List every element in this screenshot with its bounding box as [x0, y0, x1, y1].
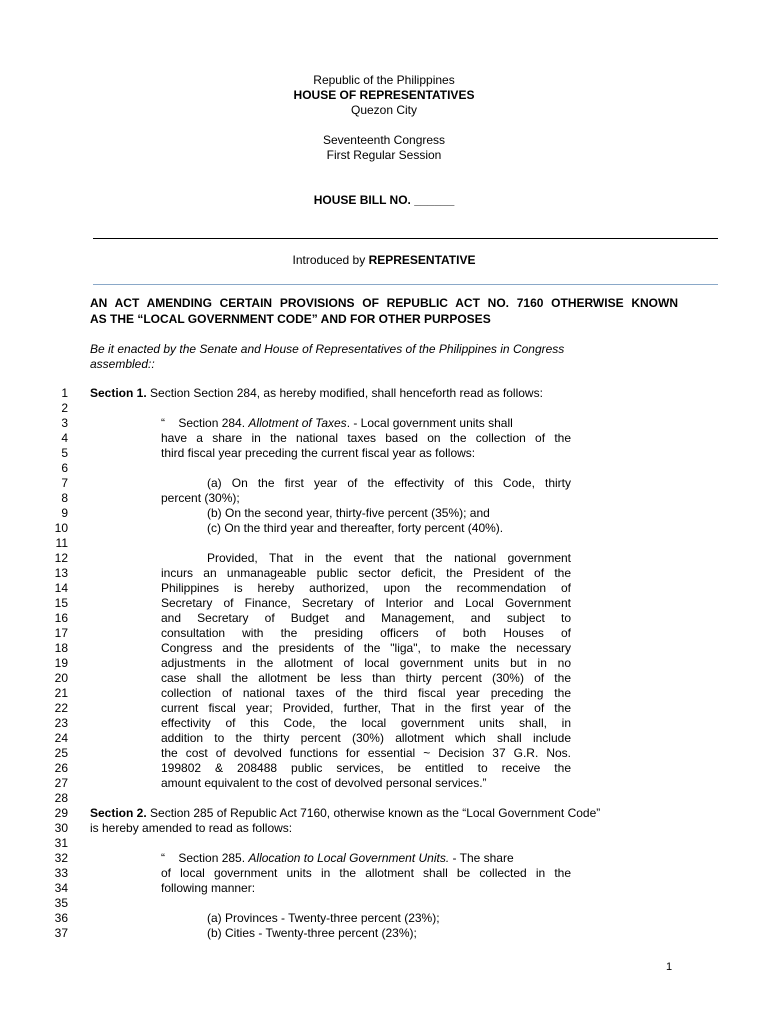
line-number: 28: [54, 791, 68, 805]
section1-heading: [90, 386, 543, 401]
line-number: 2: [61, 401, 68, 415]
text-line: Secretary of Finance, Secretary of Interior and Local Government: [161, 596, 571, 610]
line-number: 36: [54, 911, 68, 925]
text-line: current fiscal year; Provided, further, That in the first year of the: [161, 701, 571, 715]
line-number: 27: [54, 776, 68, 790]
line-number: 31: [54, 836, 68, 850]
enacting-clause-line1: Be it enacted by the Senate and House of Representatives of the Philippines in Congress: [90, 342, 565, 356]
text-line: is hereby amended to read as follows:: [90, 821, 293, 835]
line-number: 7: [61, 476, 68, 490]
text-line: third fiscal year preceding the current fiscal year as follows:: [161, 446, 476, 460]
quote-mark: “: [161, 416, 165, 430]
line-number: 32: [54, 851, 68, 865]
text-line: (b) Cities - Twenty-three percent (23%);: [207, 926, 417, 940]
text-line: case shall the allotment be less than thirty percent (30%) of the: [161, 671, 571, 685]
introduced-prefix: Introduced by: [292, 253, 369, 267]
text-line: Congress and the presidents of the "liga", to make the necessary: [161, 641, 571, 655]
text-line: 199802 & 208488 public services, be entitled to receive the: [161, 761, 571, 775]
section2-intro: Section 285 of Republic Act 7160, otherwise known as the “Local Government Code”: [146, 806, 601, 820]
text-line: the cost of devolved functions for essential ~ Decision 37 G.R. Nos.: [161, 746, 571, 760]
city-label: Quezon City: [350, 103, 418, 117]
line-number: 11: [55, 536, 68, 550]
text-line: adjustments in the allotment of local government units but in no: [161, 656, 571, 670]
section2-label: Section 2.: [90, 806, 147, 820]
section1-label: Section 1.: [90, 386, 147, 400]
bill-number: HOUSE BILL NO. ______: [313, 193, 455, 207]
line-number: 25: [54, 746, 68, 760]
line-number: 5: [61, 446, 68, 460]
text-line: consultation with the presiding officers of both Houses of: [161, 626, 571, 640]
line-number: 4: [61, 431, 68, 445]
text-line: following manner:: [161, 881, 256, 895]
section284-rest: . - Local government units shall: [346, 416, 513, 430]
line-number: 21: [54, 686, 68, 700]
line-number: 37: [54, 926, 68, 940]
house-label: HOUSE OF REPRESENTATIVES: [293, 88, 475, 102]
text-line: Provided, That in the event that the national government: [207, 551, 571, 565]
page-number: 1: [666, 961, 673, 973]
line-number: 29: [54, 806, 68, 820]
text-line: effectivity of this Code, the local government units shall, in: [161, 716, 571, 730]
line-number: 33: [54, 866, 68, 880]
section284-number: Section 284.: [178, 416, 246, 430]
section285-title: Allocation to Local Government Units.: [248, 851, 450, 865]
act-title-line2: AS THE “LOCAL GOVERNMENT CODE” AND FOR OTHER PURPOSES: [90, 312, 491, 326]
line-number: 26: [54, 761, 68, 775]
line-number: 15: [54, 596, 68, 610]
line-number: 13: [54, 566, 68, 580]
text-line: incurs an unmanageable public sector deficit, the President of the: [161, 566, 571, 580]
text-line: percent (30%);: [161, 491, 240, 505]
line-number: 23: [54, 716, 68, 730]
introduced-name: REPRESENTATIVE: [368, 253, 476, 267]
line-number: 14: [54, 581, 68, 595]
act-title-line1: AN ACT AMENDING CERTAIN PROVISIONS OF REPUBLIC ACT NO. 7160 OTHERWISE KNOWN: [90, 296, 678, 310]
session-label: First Regular Session: [326, 148, 442, 162]
text-line: collection of national taxes of the third fiscal year preceding the: [161, 686, 571, 700]
divider-line-blue: [93, 284, 718, 285]
line-number: 20: [54, 671, 68, 685]
text-line: have a share in the national taxes based on the collection of the: [161, 431, 571, 445]
text-line: and Secretary of Budget and Management, and subject to: [161, 611, 571, 625]
text-line: amount equivalent to the cost of devolved personal services.”: [161, 776, 487, 790]
line-number: 8: [61, 491, 68, 505]
section285-heading: [161, 851, 571, 866]
line-number: 30: [54, 821, 68, 835]
line-number: 9: [61, 506, 68, 520]
republic-label: Republic of the Philippines: [313, 73, 455, 87]
section284-heading: [161, 416, 571, 431]
line-number: 19: [54, 656, 68, 670]
section2-heading: [90, 806, 600, 821]
section285-rest: - The share: [449, 851, 514, 865]
section1-intro: Section Section 284, as hereby modified, shall henceforth read as follows:: [146, 386, 543, 400]
line-number: 3: [61, 416, 68, 430]
section284-title: Allotment of Taxes: [248, 416, 347, 430]
text-line: Philippines is hereby authorized, upon the recommendation of: [161, 581, 571, 595]
text-line: (a) On the first year of the effectivity of this Code, thirty: [207, 476, 571, 490]
text-line: (c) On the third year and thereafter, forty percent (40%).: [207, 521, 504, 535]
line-number: 10: [54, 521, 68, 535]
line-number: 24: [54, 731, 68, 745]
line-number: 12: [54, 551, 68, 565]
line-number: 35: [54, 896, 68, 910]
enacting-clause-line2: assembled::: [90, 357, 155, 371]
line-number: 17: [54, 626, 68, 640]
text-line: addition to the thirty percent (30%) allotment which shall include: [161, 731, 571, 745]
line-number: 34: [54, 881, 68, 895]
section285-number: Section 285.: [178, 851, 246, 865]
line-number: 6: [61, 461, 68, 475]
line-number: 22: [54, 701, 68, 715]
line-number: 1: [61, 386, 68, 400]
line-number: 16: [54, 611, 68, 625]
text-line: (a) Provinces - Twenty-three percent (23%);: [207, 911, 440, 925]
congress-label: Seventeenth Congress: [322, 133, 446, 147]
quote-mark: “: [161, 851, 165, 865]
divider-line: [93, 238, 718, 239]
text-line: (b) On the second year, thirty-five percent (35%); and: [207, 506, 490, 520]
line-number: 18: [54, 641, 68, 655]
introduced-by: [0, 253, 768, 268]
text-line: of local government units in the allotment shall be collected in the: [161, 866, 571, 880]
